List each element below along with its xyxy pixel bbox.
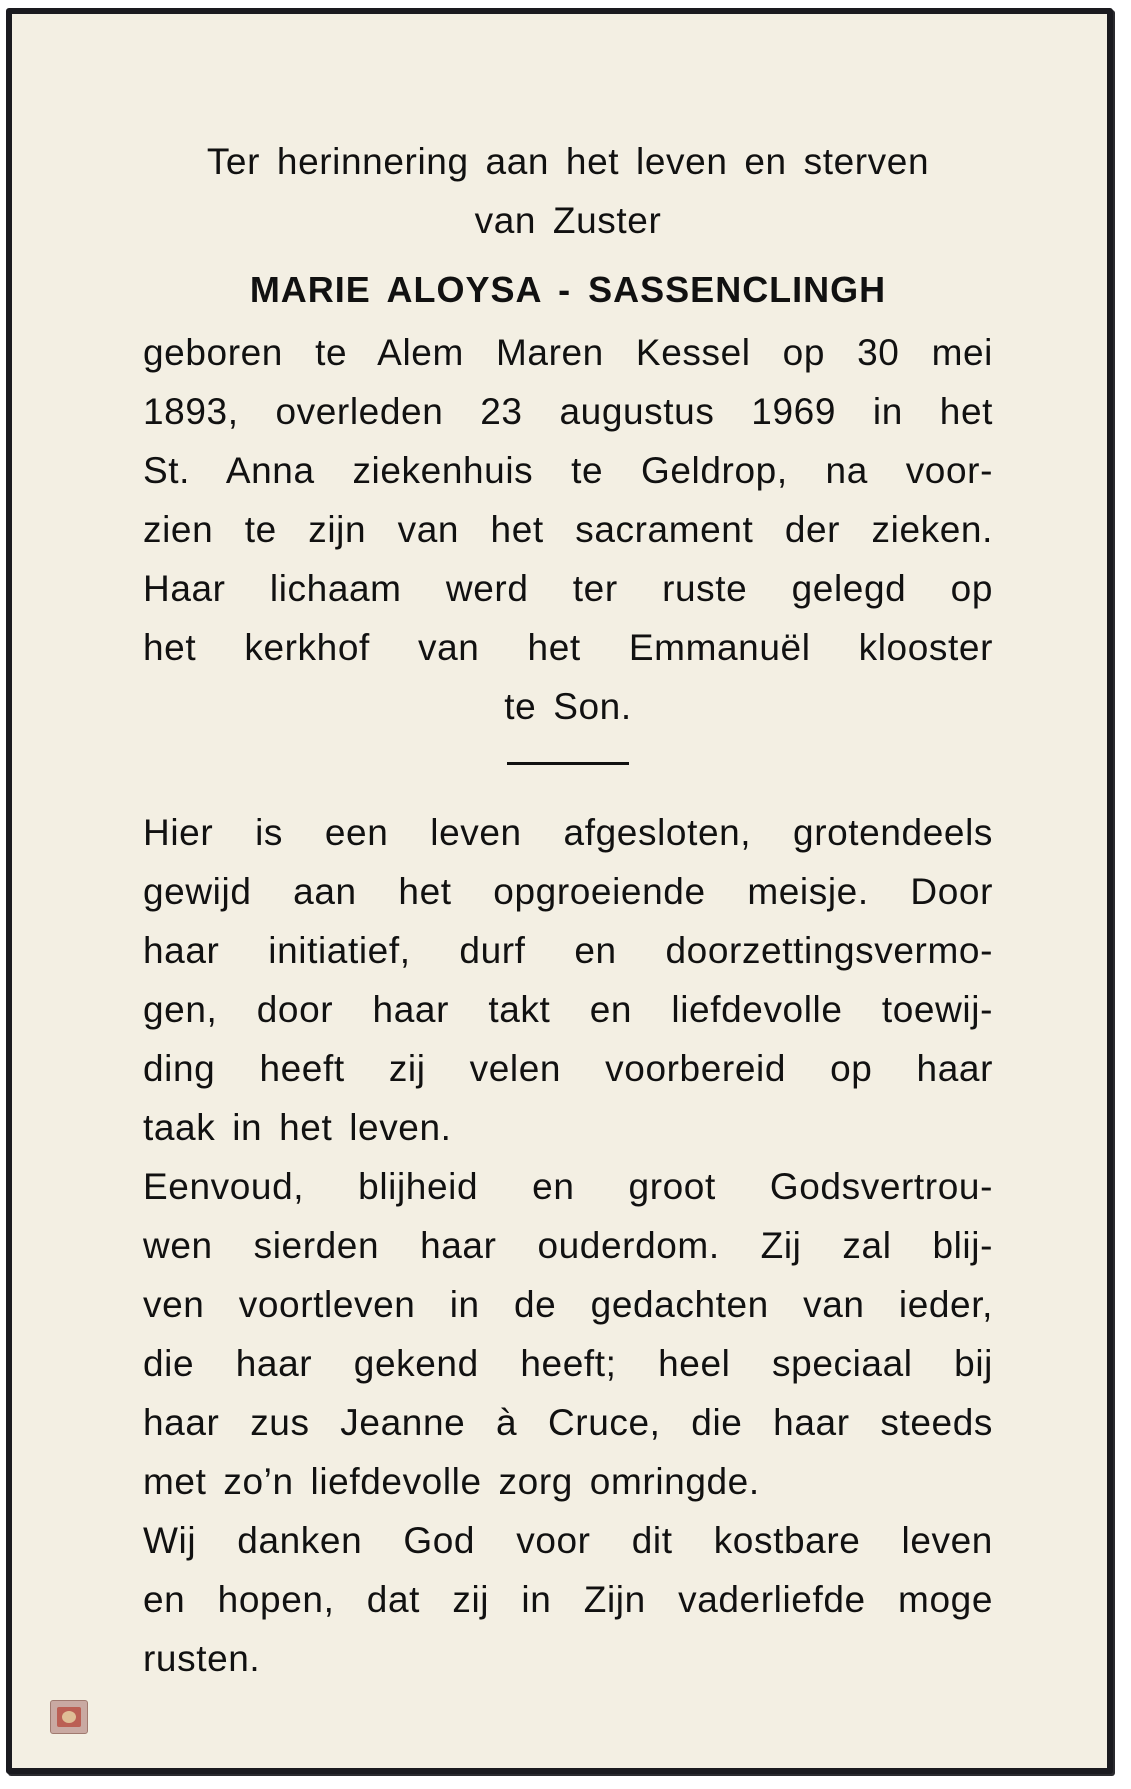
biography: [143, 323, 993, 736]
paragraph-line: taak in het leven.: [143, 1107, 452, 1148]
biography-line: het kerkhof van het Emmanuël klooster: [143, 627, 993, 668]
paragraph-line: haar initiatief, durf en doorzettingsvermo-: [143, 930, 993, 971]
archive-stamp-logo: [50, 1700, 88, 1734]
deceased-name: MARIE ALOYSA - SASSENCLINGH: [249, 269, 887, 310]
paragraph-line: ven voortleven in de gedachten van ieder,: [143, 1284, 993, 1325]
paragraph-line: en hopen, dat zij in Zijn vaderliefde moge: [143, 1579, 993, 1620]
biography-line: zien te zijn van het sacrament der zieken.: [143, 509, 993, 550]
biography-line: St. Anna ziekenhuis te Geldrop, na voor-: [143, 450, 993, 491]
paragraph-line: Hier is een leven afgesloten, grotendeels: [143, 812, 993, 853]
biography-line: Haar lichaam werd ter ruste gelegd op: [143, 568, 993, 609]
paragraph-line: Wij danken God voor dit kostbare leven: [143, 1520, 993, 1561]
intro-line-1: Ter herinnering aan het leven en sterven: [206, 141, 930, 182]
paragraph-1: [143, 803, 993, 1157]
intro-line-2: van Zuster: [474, 200, 662, 241]
divider-rule: [507, 762, 629, 765]
card-text: [143, 132, 993, 1688]
paragraph-line: ding heeft zij velen voorbereid op haar: [143, 1048, 993, 1089]
paragraph-line: rusten.: [143, 1638, 261, 1679]
biography-end: te Son.: [504, 686, 632, 727]
paragraph-line: wen sierden haar ouderdom. Zij zal blij-: [143, 1225, 993, 1266]
paragraph-line: die haar gekend heeft; heel speciaal bij: [143, 1343, 993, 1384]
paragraph-line: gen, door haar takt en liefdevolle toewij-: [143, 989, 993, 1030]
memorial-card: [6, 8, 1113, 1774]
paragraph-3: [143, 1511, 993, 1688]
biography-line: 1893, overleden 23 augustus 1969 in het: [143, 391, 993, 432]
paragraph-line: haar zus Jeanne à Cruce, die haar steeds: [143, 1402, 993, 1443]
paragraph-2: [143, 1157, 993, 1511]
paragraph-line: gewijd aan het opgroeiende meisje. Door: [143, 871, 993, 912]
biography-line: geboren te Alem Maren Kessel op 30 mei: [143, 332, 993, 373]
paragraph-line: Eenvoud, blijheid en groot Godsvertrou-: [143, 1166, 993, 1207]
paragraph-line: met zo’n liefdevolle zorg omringde.: [143, 1461, 760, 1502]
